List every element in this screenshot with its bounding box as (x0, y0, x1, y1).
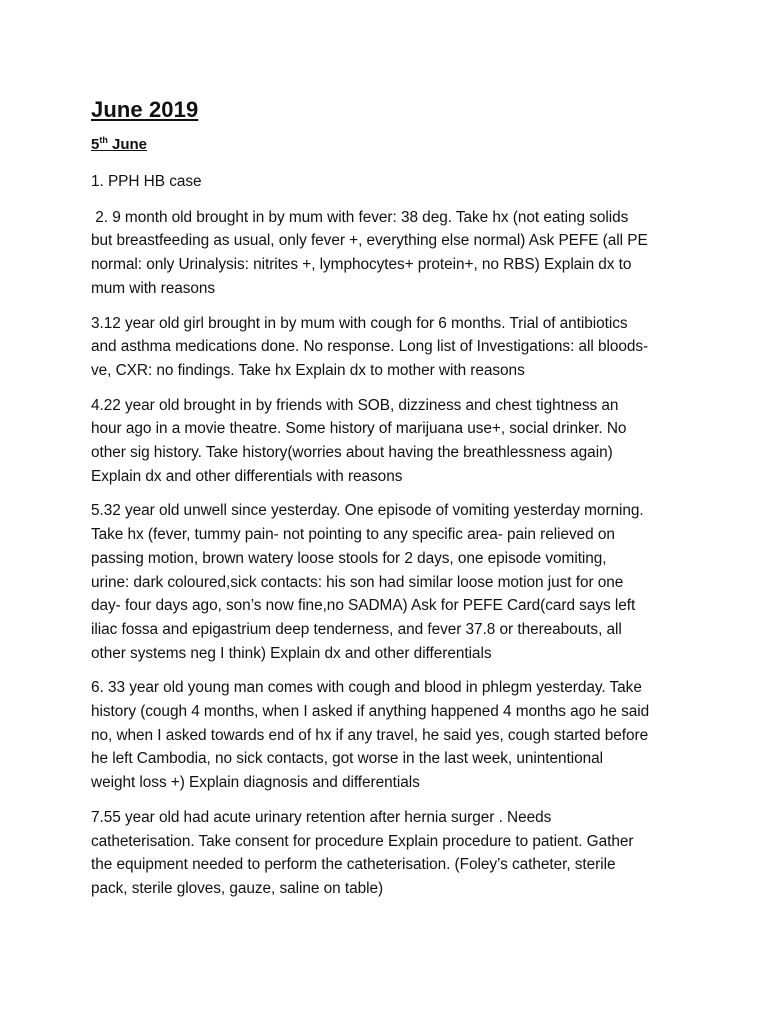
paragraph-line: mum with reasons (91, 279, 216, 297)
case-paragraph-1 (91, 170, 691, 194)
paragraph-line: Take hx (fever, tummy pain- not pointing to any specific area- pain relieved on (91, 526, 615, 544)
paragraph-line: ve, CXR: no findings. Take hx Explain dx to mother with reasons (91, 361, 525, 379)
paragraph-line: weight loss +) Explain diagnosis and differentials (91, 774, 420, 792)
paragraph-line: other systems neg I think) Explain dx and other differentials (91, 644, 492, 662)
paragraph-line: 3.12 year old girl brought in by mum with cough for 6 months. Trial of antibiotics (91, 314, 628, 332)
document-title: June 2019 (91, 97, 199, 122)
paragraph-line: 7.55 year old had acute urinary retention after hernia surger . Needs (91, 808, 552, 826)
case-paragraph-3 (91, 312, 691, 383)
paragraph-line: day- four days ago, son’s now fine,no SADMA) Ask for PEFE Card(card says left (91, 597, 636, 615)
paragraph-line: pack, sterile gloves, gauze, saline on table) (91, 879, 384, 897)
section-day-suffix: th (99, 135, 108, 145)
paragraph-line: urine: dark coloured,sick contacts: his son had similar loose motion just for one (91, 573, 624, 591)
paragraph-line: 4.22 year old brought in by friends with SOB, dizziness and chest tightness an (91, 396, 619, 414)
paragraph-line: he left Cambodia, no sick contacts, got worse in the last week, unintentional (91, 750, 604, 768)
paragraph-line: but breastfeeding as usual, only fever +, everything else normal) Ask PEFE (all PE (91, 232, 648, 250)
document-body (91, 96, 691, 912)
case-paragraph-5 (91, 499, 691, 665)
case-paragraph-6 (91, 676, 691, 795)
paragraph-line: normal: only Urinalysis: nitrites +, lymphocytes+ protein+, no RBS) Explain dx to (91, 256, 632, 274)
paragraph-line: and asthma medications done. No response. Long list of Investigations: all bloods- (91, 338, 649, 356)
paragraph-line: history (cough 4 months, when I asked if anything happened 4 months ago he said (91, 703, 650, 721)
paragraph-line: 1. PPH HB case (91, 173, 202, 190)
paragraph-line: 6. 33 year old young man comes with cough and blood in phlegm yesterday. Take (91, 679, 642, 697)
paragraph-line: other sig history. Take history(worries about having the breathlessness again) (91, 444, 613, 462)
case-paragraph-7 (91, 806, 691, 901)
section-month: June (107, 136, 148, 153)
paragraph-line: catheterisation. Take consent for procedure Explain procedure to patient. Gather (91, 832, 634, 850)
paragraph-line: Explain dx and other differentials with reasons (91, 467, 403, 485)
paragraph-line: 2. 9 month old brought in by mum with fever: 38 deg. Take hx (not eating solids (91, 208, 629, 226)
case-paragraph-4 (91, 394, 691, 489)
paragraph-line: 5.32 year old unwell since yesterday. One episode of vomiting yesterday morning. (91, 502, 644, 520)
paragraph-line: the equipment needed to perform the catheterisation. (Foley’s catheter, sterile (91, 856, 616, 874)
paragraph-line: iliac fossa and epigastrium deep tenderness, and fever 37.8 or thereabouts, all (91, 620, 622, 638)
paragraph-line: no, when I asked towards end of hx if any travel, he said yes, cough started before (91, 726, 649, 744)
paragraph-line: hour ago in a movie theatre. Some history of marijuana use+, social drinker. No (91, 420, 627, 438)
paragraph-line: passing motion, brown watery loose stools for 2 days, one episode vomiting, (91, 549, 607, 567)
case-paragraph-2 (91, 206, 691, 301)
section-day: 5 (91, 136, 100, 153)
section-date-heading (91, 134, 691, 156)
